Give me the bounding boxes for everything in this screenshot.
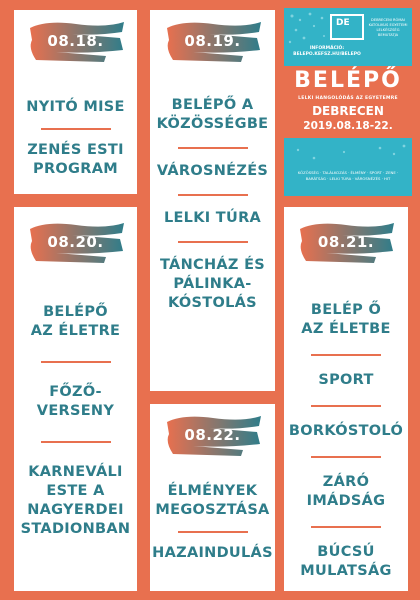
poster-keywords: KÖZÖSSÉG · TALÁLKOZÁS · ÉLMÉNY · SPORT · ZENE · BARÁTSÁG · LELKI TÚRA · VÁROSNÉZÉS · HIT xyxy=(297,170,399,181)
program-item: VÁROSNÉZÉS xyxy=(156,163,269,179)
day-card-0821 xyxy=(284,207,408,591)
day-card-0818 xyxy=(14,10,137,194)
day-items xyxy=(284,301,408,581)
day-items xyxy=(150,482,275,563)
program-item: ÉLMÉNYEK MEGOSZTÁSA xyxy=(155,483,270,518)
program-item: BÚCSÚ MULATSÁG xyxy=(300,544,392,579)
program-item: BORKÓSTOLÓ xyxy=(288,423,404,439)
divider xyxy=(41,441,111,443)
divider xyxy=(41,128,111,130)
divider xyxy=(41,361,111,363)
program-item: BELÉP Ő AZ ÉLETBE xyxy=(301,302,391,337)
divider xyxy=(311,456,381,458)
divider xyxy=(178,531,248,533)
program-item: HAZAINDULÁS xyxy=(152,545,273,561)
event-poster xyxy=(284,8,412,196)
divider xyxy=(178,241,248,243)
program-item: FŐZŐ- VERSENY xyxy=(36,384,115,419)
poster-subtitle: LELKI HANGOLÓDÁS AZ EGYETEMRE xyxy=(298,96,398,101)
day-items xyxy=(14,303,137,539)
divider xyxy=(178,194,248,196)
program-item: LELKI TÚRA xyxy=(163,210,262,226)
day-card-0819 xyxy=(150,10,275,391)
day-date: 08.21. xyxy=(317,233,375,251)
day-card-0820 xyxy=(14,207,137,591)
program-item: SPORT xyxy=(318,372,374,388)
day-date: 08.22. xyxy=(184,426,241,444)
day-date: 08.18. xyxy=(47,32,104,50)
program-item: TÁNCHÁZ ÉS PÁLINKA- KÓSTOLÁS xyxy=(159,257,266,311)
day-items xyxy=(14,98,137,179)
program-item: BELÉPŐ AZ ÉLETRE xyxy=(30,304,121,339)
program-item: NYITÓ MISE xyxy=(26,99,125,115)
poster-title: BELÉPŐ xyxy=(294,68,402,93)
divider xyxy=(311,354,381,356)
divider xyxy=(311,526,381,528)
program-item: ZENÉS ESTI PROGRAM xyxy=(27,142,124,177)
program-item: KARNEVÁLI ESTE A NAGYERDEI STADIONBAN xyxy=(20,464,131,537)
program-item: BELÉPŐ A KÖZÖSSÉGBE xyxy=(156,97,269,132)
day-items xyxy=(150,96,275,313)
poster-city: DEBRECEN xyxy=(312,104,384,118)
logo-text: DE xyxy=(336,18,350,28)
divider xyxy=(311,405,381,407)
day-card-0822 xyxy=(150,404,275,591)
poster-organizer: DEBRECENI RÓMAI KATOLIKUS EGYETEMI LELKÉSZSÉG BEMUTATJA xyxy=(368,18,408,37)
poster-dates: 2019.08.18-22. xyxy=(303,120,393,132)
day-date: 08.19. xyxy=(184,32,241,50)
day-date: 08.20. xyxy=(47,233,104,251)
divider xyxy=(178,147,248,149)
program-item: ZÁRÓ IMÁDSÁG xyxy=(306,474,386,509)
poster-info: INFORMÁCIÓ: BELEPO.KEFSZ.HU/BELEPO xyxy=(293,46,361,57)
